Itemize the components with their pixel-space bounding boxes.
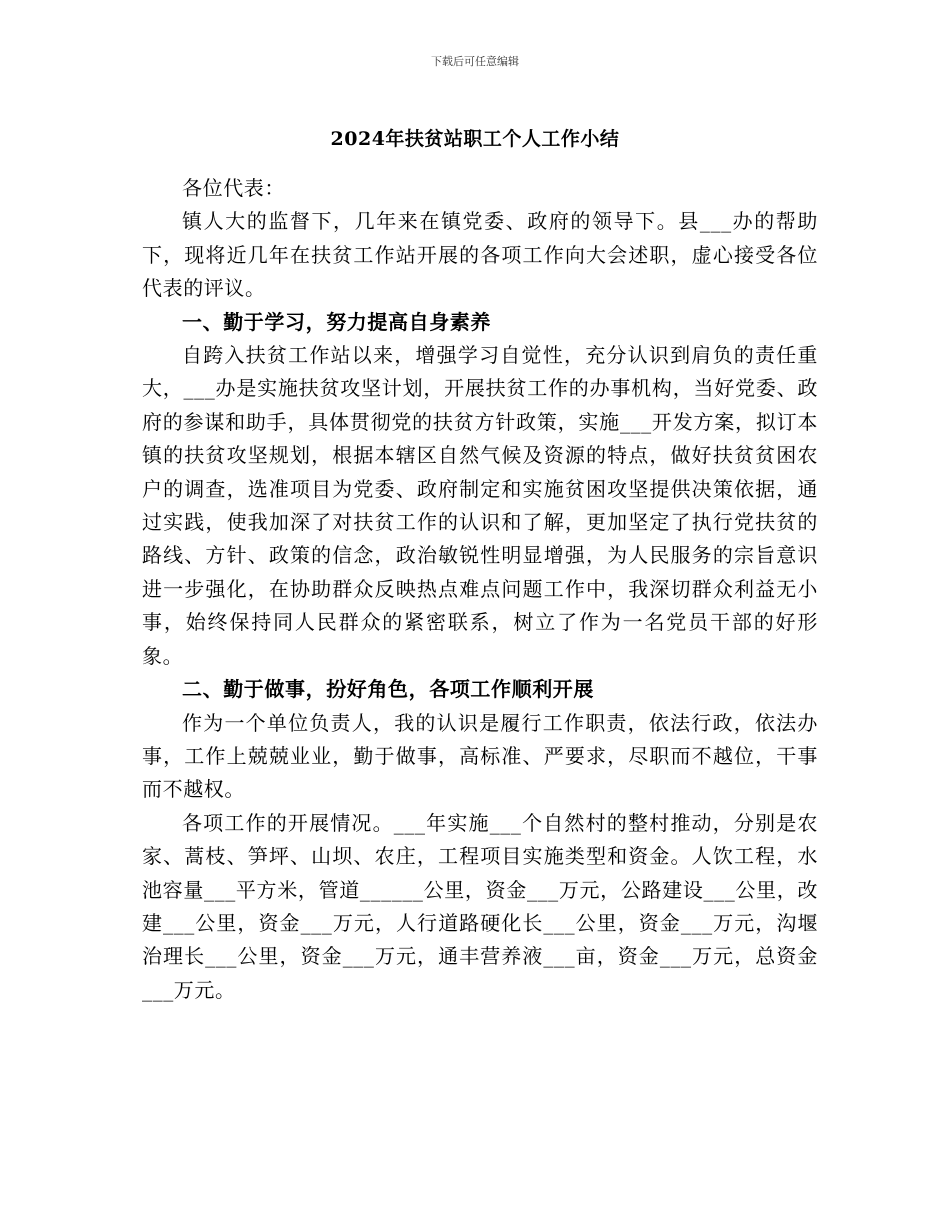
body-paragraph: 镇人大的监督下，几年来在镇党委、政府的领导下。县___办的帮助下，现将近几年在扶贫工作站开展的各项工作向大会述职，虚心接受各位代表的评议。: [142, 209, 818, 301]
salutation: 各位代表：: [182, 176, 285, 200]
body-paragraph: 作为一个单位负责人，我的认识是履行工作职责，依法行政，依法办事，工作上兢兢业业，勤于做事，高标准、严要求，尽职而不越位，干事而不越权。: [142, 710, 818, 802]
body-paragraph: 各项工作的开展情况。___年实施___个自然村的整村推动，分别是农家、蒿枝、笋坪、山坝、农庄，工程项目实施类型和资金。人饮工程，水池容量___平方米，管道______公里，资金___万元，公路建设___公里，改建___公里，资金___万元，人行道路硬化长___公里，资金___万元，沟堰治理长___公里，资金___万元，通丰营养液___亩，资金___万元，总资金___万元。: [142, 810, 818, 1002]
header-note: 下载后可任意编辑: [431, 55, 519, 68]
document-title: 2024年扶贫站职工个人工作小结: [330, 128, 620, 150]
section-heading: 二、勤于做事，扮好角色，各项工作顺利开展: [182, 677, 594, 702]
body-paragraph: 自跨入扶贫工作站以来，增强学习自觉性，充分认识到肩负的责任重大，___办是实施扶贫攻坚计划，开展扶贫工作的办事机构，当好党委、政府的参谋和助手，具体贯彻党的扶贫方针政策，实施___开发方案，拟订本镇的扶贫攻坚规划，根据本辖区自然气候及资源的特点，做好扶贫贫困农户的调查，选准项目为党委、政府制定和实施贫困攻坚提供决策依据，通过实践，使我加深了对扶贫工作的认识和了解，更加坚定了执行党扶贫的路线、方针、政策的信念，政治敏锐性明显增强，为人民服务的宗旨意识进一步强化，在协助群众反映热点难点问题工作中，我深切群众利益无小事，始终保持同人民群众的紧密联系，树立了作为一名党员干部的好形象。: [142, 343, 818, 668]
document-body: [142, 172, 818, 1007]
section-heading: 一、勤于学习，努力提高自身素养: [182, 309, 491, 334]
